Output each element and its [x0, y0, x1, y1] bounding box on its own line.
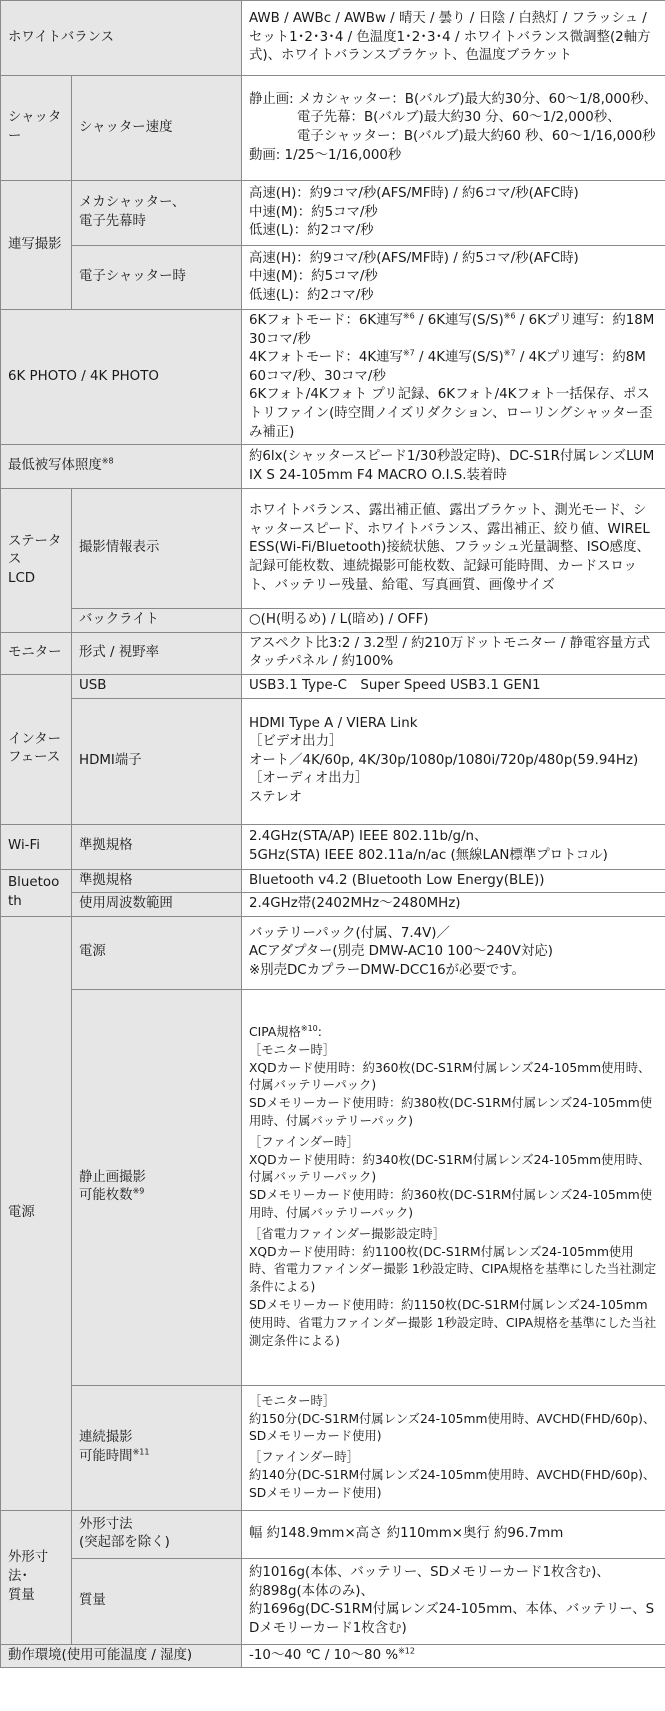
row-environment: [1, 1644, 665, 1668]
burst-mech-label: [72, 181, 242, 246]
monitor-value: アスペクト比3:2 / 3.2型 / 約210万ドットモニター / 静電容量方式タッチパネル / 約100%: [242, 632, 665, 674]
burst-line: 低速(L)：約2コマ/秒: [249, 223, 374, 239]
still-shots-label-text: 可能枚数: [79, 1188, 133, 1204]
power-line: ACアダプター(別売 DMW-AC10 100～240V対応): [249, 944, 553, 960]
footnote-mark: ※8: [101, 456, 114, 466]
hdmi-label: HDMI端子: [72, 698, 242, 824]
footnote-mark: ※9: [132, 1186, 145, 1196]
burst-mech-label-line: 電子先幕時: [79, 214, 146, 229]
cipa-line: [249, 1024, 658, 1042]
row-movie-time: [1, 1385, 665, 1510]
min-illum-label-text: 最低被写体照度: [8, 458, 102, 474]
footnote-mark: ※7: [402, 348, 415, 358]
photo-text: 4Kフォトモード：4K連写: [249, 350, 403, 366]
mass-line: 約1016g(本体、バッテリー、SDメモリーカード1枚含む)、: [249, 1565, 610, 1581]
shutter-line: 電子先幕：B(バルブ)最大約30 分、60～1/2,000秒、: [297, 110, 621, 126]
still-shots-value: [242, 989, 665, 1385]
backlight-value: ○(H(明るめ) / L(暗め) / OFF): [242, 609, 665, 633]
hdmi-line: ［ビデオ出力］: [249, 734, 343, 750]
power-label: 電源: [1, 916, 72, 1510]
bluetooth-std-label: 準拠規格: [72, 869, 242, 893]
shots-line: XQDカード使用時：約1100枚(DC-S1RM付属レンズ24-105mm使用時、省電力ファインダー撮影 1秒設定時、CIPA規格を基準にした当社測定条件による): [249, 1244, 657, 1295]
env-label: 動作環境(使用可能温度 / 湿度): [1, 1644, 242, 1668]
env-value-text: -10～40 ℃ / 10～80 %: [249, 1647, 399, 1663]
dims-label: [1, 1510, 72, 1644]
wifi-line: 5GHz(STA) IEEE 802.11a/n/ac (無線LAN標準プロトコル): [249, 847, 608, 863]
movie-time-value: [242, 1385, 665, 1510]
shutter-speed-value: [242, 76, 665, 181]
min-illum-value: 約6lx(シャッタースピード1/30秒設定時)、DC-S1R付属レンズLUMIX S 24-105mm F4 MACRO O.I.S.装着時: [242, 445, 665, 489]
row-bluetooth-std: [1, 869, 665, 893]
movie-time-label-line: 連続撮影: [79, 1430, 133, 1446]
status-info-value: ホワイトバランス、露出補正値、露出ブラケット、測光モード、シャッタースピード、ホワイトバランス、露出補正、絞り値、WIRELESS(Wi-Fi/Bluetooth)接続状態、フラッシュ光量調整、ISO感度、記録可能枚数、連続撮影可能枚数、記録可能時間、カードスロット、バッテリー残量、給電、写真画質、画像サイズ: [242, 489, 665, 609]
row-wifi: [1, 824, 665, 869]
still-shots-label-line: 静止画撮影: [79, 1169, 146, 1185]
cipa-text: CIPA規格: [249, 1025, 301, 1040]
bluetooth-label: Bluetooth: [1, 869, 72, 916]
footnote-mark: ※6: [503, 311, 516, 321]
photo-4k-line: [249, 349, 658, 386]
cipa-colon: :: [317, 1025, 322, 1040]
wifi-label: Wi-Fi: [1, 824, 72, 869]
footnote-mark: ※12: [398, 1646, 415, 1656]
movie-line: 約140分(DC-S1RM付属レンズ24-105mm使用時、AVCHD(FHD/60p)、SDメモリーカード使用): [249, 1468, 656, 1500]
row-hdmi: [1, 698, 665, 824]
white-balance-value: AWB / AWBc / AWBw / 晴天 / 曇り / 日陰 / 白熱灯 / フラッシュ / セット1･2･3･4 / 色温度1･2･3･4 / ホワイトバランス微調整(2軸方式)、ホワイトバランスブラケット、色温度ブラケット: [242, 1, 665, 76]
photo-value: [242, 310, 665, 445]
wifi-value: [242, 824, 665, 869]
row-white-balance: [1, 1, 665, 76]
movie-time-label: [72, 1385, 242, 1510]
env-value: [242, 1644, 665, 1668]
status-lcd-label: [1, 489, 72, 633]
hdmi-value: [242, 698, 665, 824]
mass-line: 約898g(本体のみ)、: [249, 1583, 374, 1599]
power-line: ※別売DCカプラーDMW-DCC16が必要です。: [249, 963, 525, 979]
status-lcd-label-line: ステータス: [8, 533, 62, 568]
dims-label-line: 外形寸法･: [8, 1550, 49, 1584]
burst-line: 中速(M)：約5コマ/秒: [249, 269, 378, 285]
power-line: バッテリーパック(付属、7.4V)／: [249, 925, 450, 941]
wifi-line: 2.4GHz(STA/AP) IEEE 802.11b/g/n、: [249, 828, 488, 844]
section-head: ［モニター時］: [249, 1042, 336, 1057]
mass-label: 質量: [72, 1558, 242, 1644]
row-burst-mech: [1, 181, 665, 246]
size-label: [72, 1510, 242, 1558]
still-shots-label-line: [79, 1187, 234, 1206]
shots-line: XQDカード使用時：約360枚(DC-S1RM付属レンズ24-105mm使用時、付属バッテリーパック): [249, 1060, 651, 1093]
row-shutter-speed: [1, 76, 665, 181]
hdmi-line: HDMI Type A / VIERA Link: [249, 715, 418, 731]
row-burst-elec: [1, 246, 665, 310]
bluetooth-freq-label: 使用周波数範囲: [72, 893, 242, 917]
usb-label: USB: [72, 674, 242, 698]
burst-line: 中速(M)：約5コマ/秒: [249, 204, 378, 220]
photo-label: 6K PHOTO / 4K PHOTO: [1, 310, 242, 445]
burst-elec-value: [242, 246, 665, 310]
shots-line: SDメモリーカード使用時：約380枚(DC-S1RM付属レンズ24-105mm使用時、付属バッテリーパック): [249, 1096, 653, 1129]
shutter-line: 動画: 1/25～1/16,000秒: [249, 147, 402, 163]
status-lcd-label-line: LCD: [8, 570, 36, 586]
size-value: 幅 約148.9mm×高さ 約110mm×奥行 約96.7mm: [242, 1510, 665, 1558]
row-bluetooth-freq: [1, 893, 665, 917]
row-monitor: [1, 632, 665, 674]
row-still-shots: [1, 989, 665, 1385]
shutter-label: シャッター: [1, 76, 72, 181]
shots-line: SDメモリーカード使用時：約360枚(DC-S1RM付属レンズ24-105mm使用時、付属バッテリーパック): [249, 1188, 653, 1221]
monitor-label: モニター: [1, 632, 72, 674]
still-shots-label: [72, 989, 242, 1385]
section-head: ［ファインダー時］: [249, 1450, 359, 1465]
usb-value: USB3.1 Type-C Super Speed USB3.1 GEN1: [242, 674, 665, 698]
row-mass: [1, 1558, 665, 1644]
section-head: ［モニター時］: [249, 1393, 336, 1408]
monitor-sub-label: 形式 / 視野率: [72, 632, 242, 674]
bluetooth-std-value: Bluetooth v4.2 (Bluetooth Low Energy(BLE)): [242, 869, 665, 893]
hdmi-line: ステレオ: [249, 789, 303, 805]
footnote-mark: ※7: [503, 348, 516, 358]
section-head: ［ファインダー時］: [249, 1134, 359, 1149]
burst-elec-label: 電子シャッター時: [72, 246, 242, 310]
row-6k-4k-photo: [1, 310, 665, 445]
photo-6k-line: [249, 312, 658, 349]
shutter-line: 静止画: メカシャッター：B(バルブ)最大約30分、60～1/8,000秒、: [249, 91, 658, 107]
shots-line: SDメモリーカード使用時：約1150枚(DC-S1RM付属レンズ24-105mm使用時、省電力ファインダー撮影 1秒設定時、CIPA規格を基準にした当社測定条件による): [249, 1298, 657, 1348]
burst-mech-value: [242, 181, 665, 246]
size-label-line: (突起部を除く): [79, 1535, 170, 1551]
photo-text: 6Kフォト/4Kフォト プリ記録、6Kフォト/4Kフォト一括保存、ポストリファイン(時空間ノイズリダクション、ローリングシャッター歪み補正): [249, 387, 653, 440]
burst-line: 高速(H)：約9コマ/秒(AFS/MF時) / 約5コマ/秒(AFC時): [249, 250, 579, 266]
photo-text: / 4K連写(S/S): [414, 350, 504, 366]
photo-text: / 4Kプリ連写：約8M 60コマ/秒、30コマ/秒: [249, 350, 646, 384]
size-label-line: 外形寸法: [79, 1516, 133, 1532]
row-dimensions: [1, 1510, 665, 1558]
photo-text: 6Kフォトモード：6K連写: [249, 313, 403, 328]
burst-mech-label-line: メカシャッター、: [79, 195, 186, 211]
movie-time-label-text: 可能時間: [79, 1448, 133, 1464]
min-illum-label: [1, 445, 242, 489]
movie-time-label-line: [79, 1448, 234, 1467]
hdmi-line: ［オーディオ出力］: [249, 771, 369, 787]
footnote-mark: ※6: [402, 311, 415, 321]
row-status-lcd-info: [1, 489, 665, 609]
photo-text: / 6K連写(S/S): [414, 313, 504, 328]
mass-value: [242, 1558, 665, 1644]
row-status-lcd-backlight: [1, 609, 665, 633]
burst-label: 連写撮影: [1, 181, 72, 310]
section-head: ［省電力ファインダー撮影設定時］: [249, 1226, 446, 1241]
mass-line: 約1696g(DC-S1RM付属レンズ24-105mm、本体、バッテリー、SDメモリーカード1枚含む): [249, 1602, 655, 1636]
white-balance-label: ホワイトバランス: [1, 1, 242, 76]
footnote-mark: ※10: [300, 1023, 318, 1033]
movie-line: 約150分(DC-S1RM付属レンズ24-105mm使用時、AVCHD(FHD/60p)、SDメモリーカード使用): [249, 1411, 656, 1444]
row-power-source: [1, 916, 665, 989]
hdmi-line: オート／4K/60p, 4K/30p/1080p/1080i/720p/480p(59.94Hz): [249, 752, 639, 768]
backlight-label: バックライト: [72, 609, 242, 633]
shutter-line: 電子シャッター：B(バルブ)最大約60 秒、60～1/16,000秒: [297, 129, 656, 144]
shutter-speed-label: シャッター速度: [72, 76, 242, 181]
wifi-std-label: 準拠規格: [72, 824, 242, 869]
interface-label-line: インター: [8, 731, 62, 747]
photo-text: / 6Kプリ連写：約18M 30コマ/秒: [249, 313, 655, 347]
power-source-label: 電源: [72, 916, 242, 989]
interface-label-line: フェース: [8, 750, 61, 766]
bluetooth-freq-value: 2.4GHz帯(2402MHz～2480MHz): [242, 893, 665, 917]
footnote-mark: ※11: [132, 1447, 150, 1457]
row-usb: [1, 674, 665, 698]
status-info-label: 撮影情報表示: [72, 489, 242, 609]
shots-line: XQDカード使用時：約340枚(DC-S1RM付属レンズ24-105mm使用時、付属バッテリーパック): [249, 1152, 651, 1185]
row-min-illumination: [1, 445, 665, 489]
power-source-value: [242, 916, 665, 989]
interface-label: [1, 674, 72, 824]
dims-label-line: 質量: [8, 1587, 35, 1603]
burst-line: 高速(H)：約9コマ/秒(AFS/MF時) / 約6コマ/秒(AFC時): [249, 186, 579, 202]
burst-line: 低速(L)：約2コマ/秒: [249, 287, 374, 303]
